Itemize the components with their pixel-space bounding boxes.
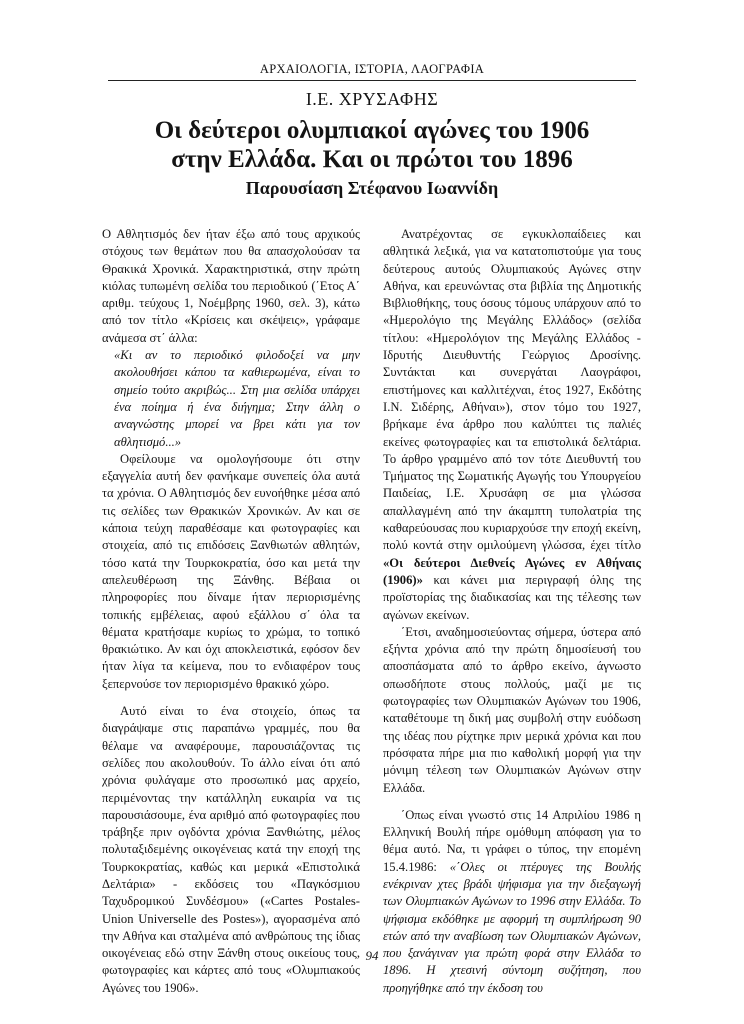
page-number: 94	[365, 948, 379, 963]
right-paragraph-1	[383, 226, 641, 624]
left-column	[102, 226, 360, 997]
quoted-article-title: «Οι δεύτεροι Διεθνείς Αγώνες εν Αθήναις (1906)»	[383, 555, 641, 587]
title-line-1: Οι δεύτεροι ολυμπιακοί αγώνες του 1906	[154, 117, 590, 144]
article-title	[108, 116, 636, 174]
left-quote: «Κι αν το περιοδικό φιλοδοξεί να μην ακολουθήσει κάπου τα καθιερωμένα, είναι το σημείο τούτο ακριβώς... Στη μια σελίδα υπάρχει ένα ποίημα ή ένα διήγημα; Στην άλλη ο αναγνώστης μπορεί να βρει κάτι για τον αθλητισμό...»	[114, 348, 360, 449]
header-rule	[108, 80, 636, 81]
right-paragraph-2: ΄Ετσι, αναδημοσιεύοντας σήμερα, ύστερα από εξήντα χρόνια από την πρώτη δημοσίευσή του αποσπάσματα από το άρθρο εκείνο, άγνωστο οπωσδήποτε στους πολλούς, μαζί με τις φωτογραφίες των Ολυμπιακών Αγώνων του 1906, καταθέτουμε τη δική μας συμβολή στην ευόδωση της ιδέας που ρίχτηκε πριν μερικά χρόνια και που πρόσφατα πήρε μια πιο καθολική μορφή για την μόνιμη τέλεση των Ολυμπιακών Αγώνων στην Ελλάδα.	[383, 624, 641, 795]
article-subtitle: Παρουσίαση Στέφανου Ιωαννίδη	[245, 178, 499, 198]
author-name: Ι.Ε. ΧΡΥΣΑΦΗΣ	[305, 89, 439, 109]
left-paragraph-3: Αυτό είναι το ένα στοιχείο, όπως τα διαγράψαμε στις παραπάνω γραμμές, που θα θέλαμε να αναφέρουμε, παρουσιάζοντας τις σελίδες που ακολουθούν. Το άλλο είναι ότι από χρόνια φυλάγαμε στο προσωπικό μας αρχείο, περιμένοντας την κατάλληλη ευκαιρία να τις παρουσιάσουμε, ένα αριθμό από φωτογραφίες που τράβηξε πριν ογδόντα χρόνια Ξανθιώτης, μέλος πολυταξιδεμένης οικογένειας κατά την εποχή της Τουρκοκρατίας, καθώς και μερικά «Επιστολικά Δελτάρια» - εκδόσεις του «Παγκόσμιου Ταχυδρομικού Συνδέσμου» («Cartes Postales-Union Universelle des Postes»), αγορασμένα από την Αθήνα και σταλμένα από ανθρώπους της ίδιας οικογένειας εδώ στην Ξάνθη στους οικείους τους, φωτογραφίες και κάρτες από τους «Ολυμπιακούς Αγώνες του 1906».	[102, 704, 360, 995]
right-column	[383, 226, 641, 997]
right-paragraph-1-end: και κάνει μια περιγραφή όλης της προϊστορίας της διαδικασίας και της τέλεσης των αγώνων εκείνων.	[383, 572, 641, 622]
left-paragraph-1: Ο Αθλητισμός δεν ήταν έξω από τους αρχικούς στόχους των θεμάτων που θα απασχολούσαν τα Θρακικά Χρονικά. Χαρακτηριστικά, στην πρώτη κιόλας τυπωμένη σελίδα του περιοδικού (΄Ετος Α΄ αριθμ. τεύχους 1, Νοέμβρης 1960, σελ. 3), κάτω από τον τίτλο «Κρίσεις και σκέψεις», γράφαμε ανάμεσα στ΄ άλλα:	[102, 227, 360, 345]
title-line-2: στην Ελλάδα. Και οι πρώτοι του 1896	[171, 146, 573, 173]
right-paragraph-1-start: Ανατρέχοντας σε εγκυκλοπαίδειες και αθλητικά λεξικά, για να κατατοπιστούμε για τους δεύτερους αυτούς Ολυμπιακούς Αγώνες στην Αθήνα, και ερευνώντας στα βιβλία της Δημοτικής Βιβλιοθήκης, τους όσους τόμους υπάρχουν από το «Ημερολόγιο της Μεγάλης Ελλάδος» (σελίδα τίτλου: «Ημερολόγιον της Μεγάλης Ελλάδος - Ιδρυτής Διευθυντής Γεώργιος Δροσίνης. Συντάκται και συνεργάται Λαογράφοι, επιστήμονες και καλλιτέχναι, έτος 1927, Εκδότης Ι.Ν. Σιδέρης, Αθήναι»), στον τόμο του 1927, βρήκαμε ένα άρθρο που καλύπτει τις παλιές εκείνες φωτογραφίες και τα επιστολικά δελτάρια. Το άρθρο γραμμένο από τον τότε Διευθυντή του Τμήματος της Σωματικής Αγωγής του Υπουργείου Παιδείας, Ι.Ε. Χρυσάφη σε μια γλώσσα απαλλαγμένη από την άκαμπτη τυπολατρία της καθαρεύουσας που κυριαρχούσε την εποχή εκείνη, πολύ κοντά στην ομιλούμενη γλώσσα, έχει τίτλο	[383, 227, 641, 553]
left-paragraph-2: Οφείλουμε να ομολογήσουμε ότι στην εξαγγελία αυτή δεν φανήκαμε συνεπείς όλα αυτά τα χρόνια. Ο Αθλητισμός δεν ευνοήθηκε μέσα από τις σελίδες των Θρακικών Χρονικών. Αν και σε κάποια τεύχη παραθέσαμε και φωτογραφίες και στοιχεία, από τις επιδόσεις Ξανθιωτών αθλητών, τόσο κατά την Τουρκοκρατία, όσο και μετά την απελευθέρωση της Ξάνθης. Βέβαια οι πληροφορίες που δίναμε ήταν περιορισμένης τοπικής εμβέλειας, αφού εξάλλου σ΄ όλα τα θέματα κρατήσαμε κυρίως το χρώμα, το τοπικό θρακιώτικο. Αν και όχι αποκλειστικά, εφόσον δεν ήταν λίγα τα κείμενα, που το ενδιαφέρον τους ξεπερνούσε τον περιορισμένο θρακικό χώρο.	[102, 451, 360, 691]
press-quote: «΄Ολες οι πτέρυγες της Βουλής ενέκριναν χτες βράδι ψήφισμα για την διεξαγωγή των Ολυμπιακών Αγώνων το 1996 στην Ελλάδα. Το ψήφισμα εκδόθηκε με αφορμή τη συμπλήρωση 90 ετών από την αναβίωση των Ολυμπιακών Αγώνων, που ξανάγιναν για πρώτη φορά στην Ελλάδα το 1896. Η χτεσινή σύντομη συζήτηση, που προηγήθηκε από την έκδοση του	[383, 859, 641, 995]
right-paragraph-3-start: ΄Οπως είναι γνωστό στις 14 Απριλίου 1986 η Ελληνική Βουλή πήρε ομόθυμη απόφαση για το θέμα αυτό. Να, τι γράφει ο τύπος, την επομένη 15.4.1986:	[383, 807, 641, 874]
right-paragraph-3	[383, 807, 641, 997]
running-head: ΑΡΧΑΙΟΛΟΓΙΑ, ΙΣΤΟΡΙΑ, ΛΑΟΓΡΑΦΙΑ	[259, 62, 485, 76]
